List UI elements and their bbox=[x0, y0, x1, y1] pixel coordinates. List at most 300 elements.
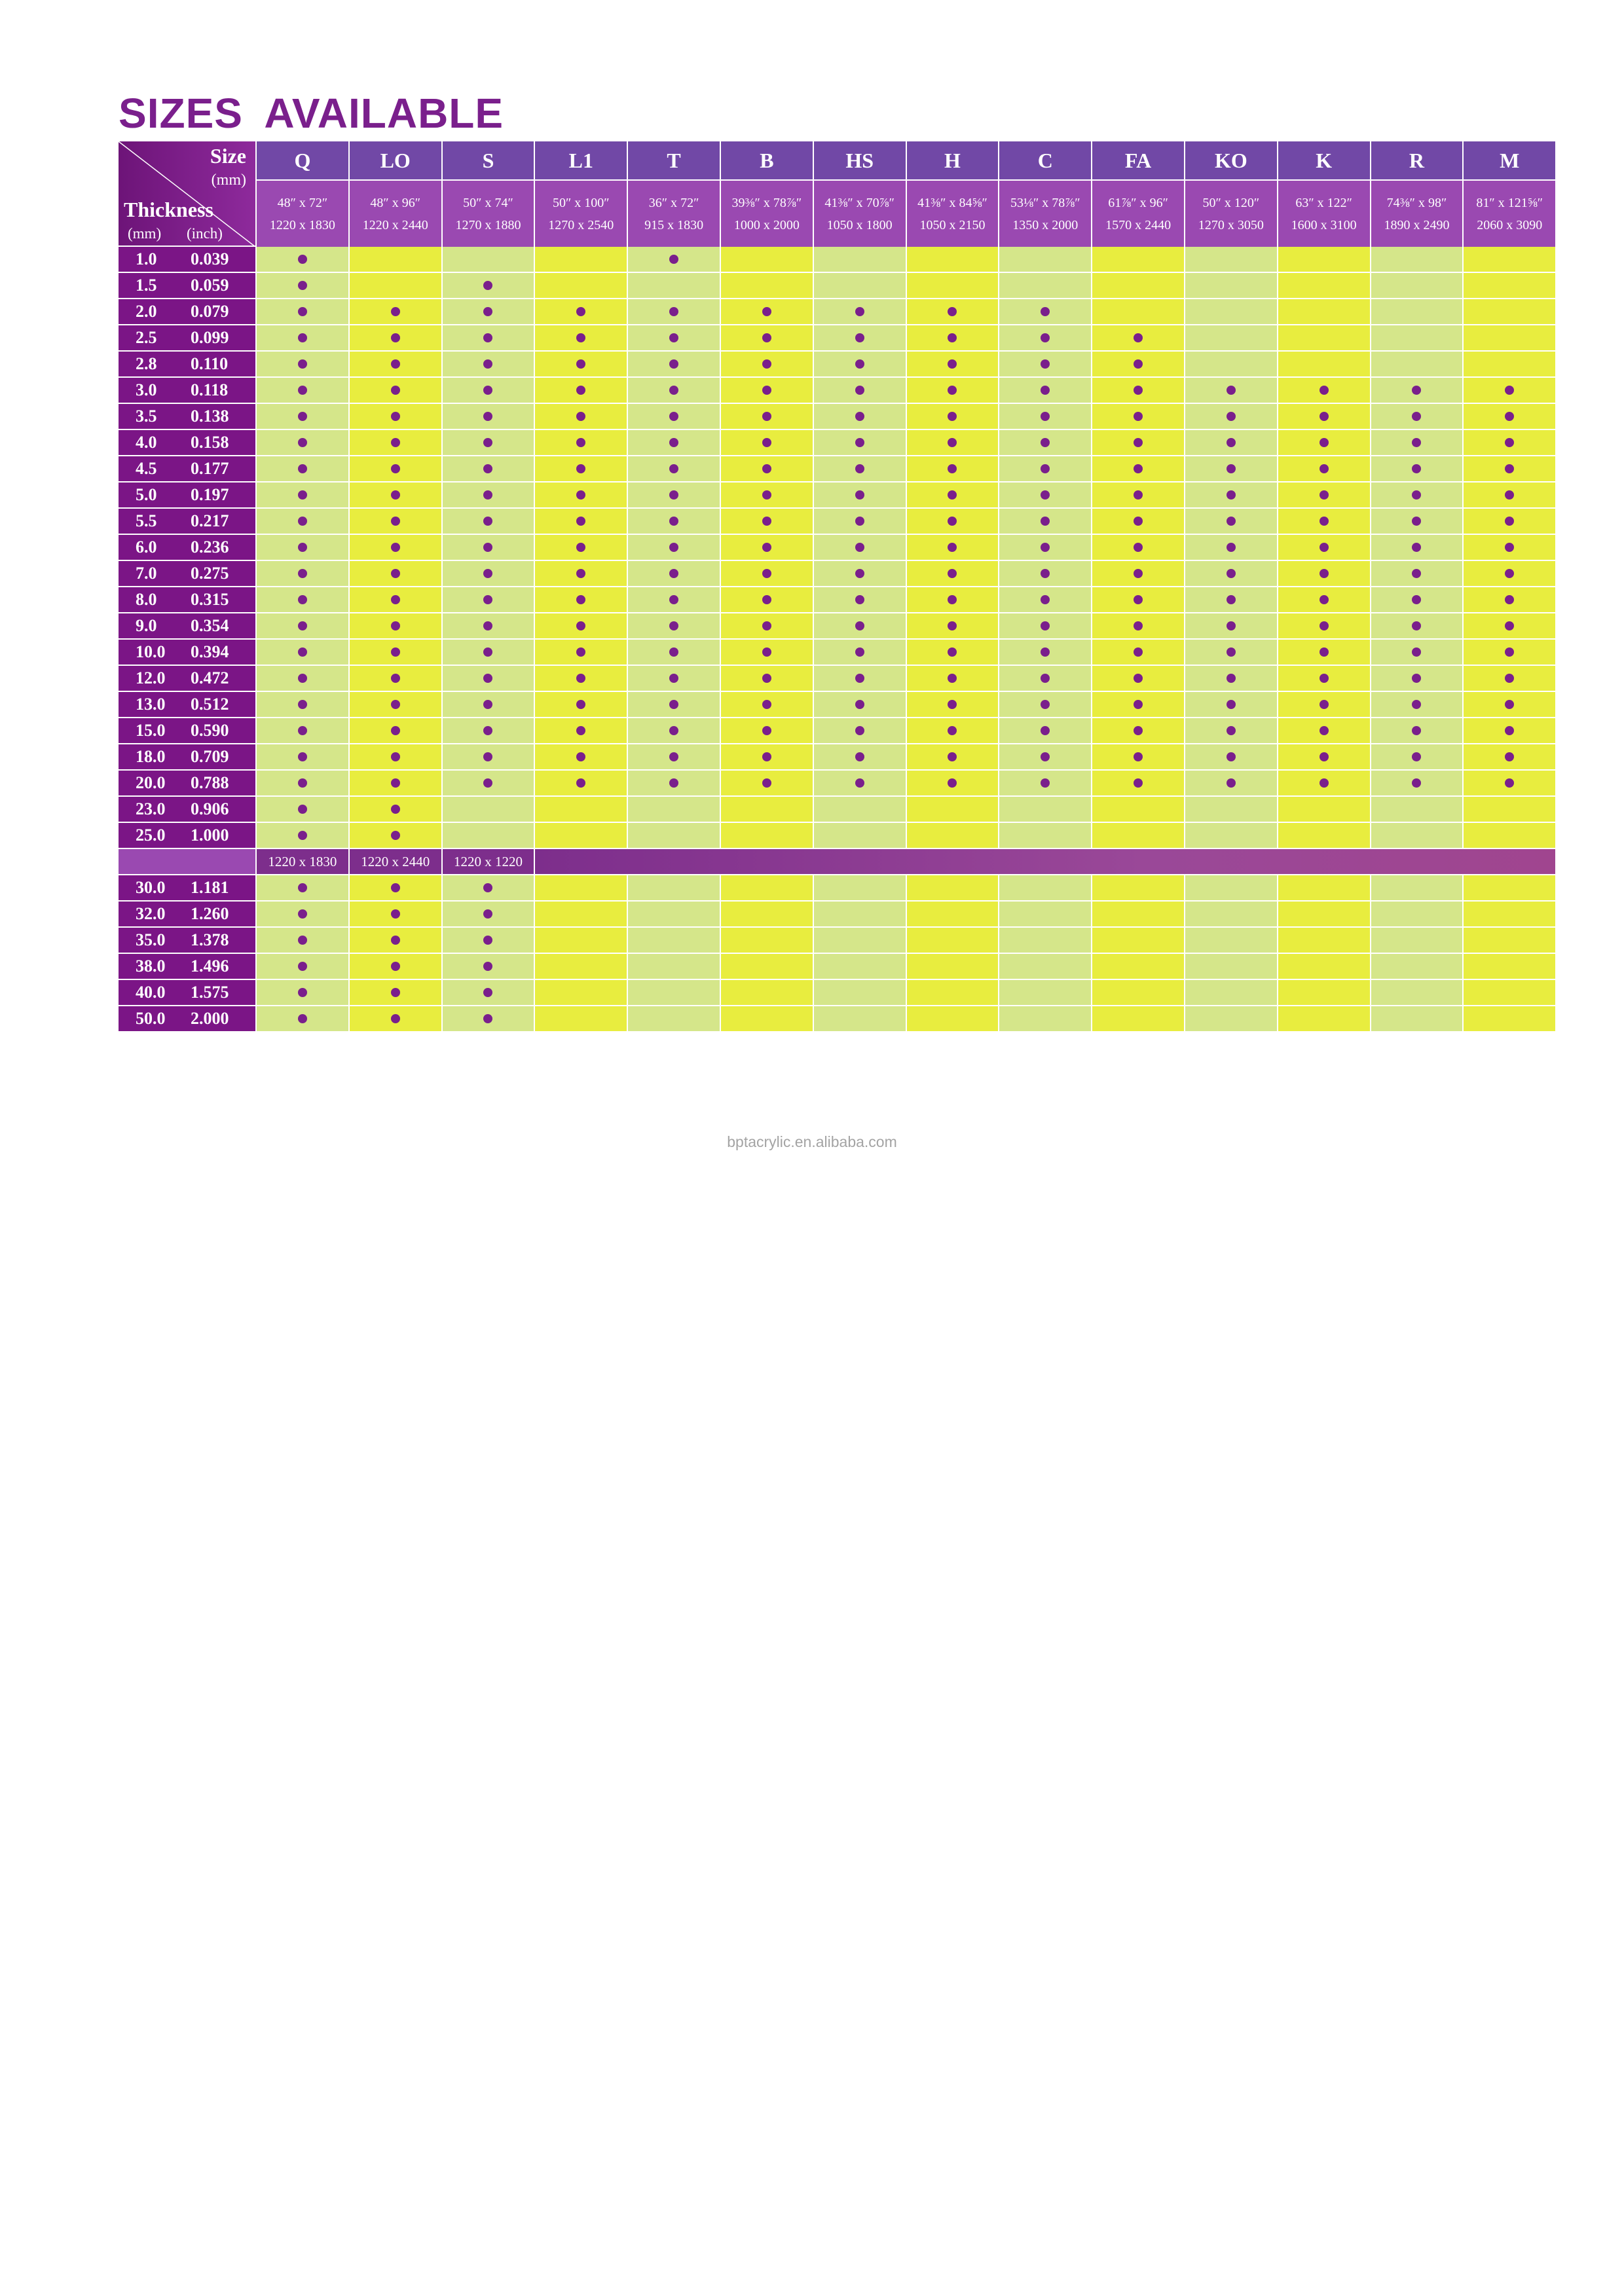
availability-cell bbox=[1464, 692, 1555, 718]
availability-dot bbox=[298, 805, 307, 814]
availability-dot bbox=[391, 909, 400, 919]
availability-dot bbox=[391, 333, 400, 342]
availability-cell bbox=[1185, 273, 1277, 299]
availability-cell bbox=[1278, 535, 1370, 561]
availability-cell bbox=[1278, 352, 1370, 378]
availability-dot bbox=[669, 490, 678, 500]
availability-cell bbox=[1185, 1006, 1277, 1032]
availability-cell bbox=[628, 378, 720, 404]
availability-cell bbox=[443, 928, 534, 954]
thickness-mm: 7.0 bbox=[136, 564, 157, 583]
availability-dot bbox=[855, 359, 864, 369]
thickness-label bbox=[119, 587, 255, 613]
thickness-inch: 0.512 bbox=[191, 695, 229, 714]
availability-cell bbox=[999, 561, 1091, 587]
thickness-mm: 2.8 bbox=[136, 354, 157, 373]
availability-cell bbox=[907, 718, 999, 744]
availability-cell bbox=[257, 797, 348, 823]
availability-dot bbox=[391, 726, 400, 735]
availability-cell bbox=[1464, 823, 1555, 849]
availability-cell bbox=[907, 352, 999, 378]
availability-dot bbox=[576, 752, 585, 761]
availability-dot bbox=[669, 543, 678, 552]
availability-cell bbox=[443, 509, 534, 535]
availability-dot bbox=[1505, 647, 1514, 657]
availability-dot bbox=[948, 569, 957, 578]
availability-cell bbox=[1278, 247, 1370, 273]
availability-dot bbox=[1320, 778, 1329, 788]
availability-dot bbox=[391, 307, 400, 316]
availability-dot bbox=[391, 543, 400, 552]
availability-dot bbox=[1412, 438, 1421, 447]
availability-dot bbox=[391, 1014, 400, 1023]
availability-dot bbox=[762, 307, 771, 316]
availability-dot bbox=[1134, 778, 1143, 788]
availability-cell bbox=[1464, 378, 1555, 404]
availability-dot bbox=[948, 333, 957, 342]
availability-cell bbox=[1092, 299, 1184, 325]
availability-cell bbox=[535, 771, 627, 797]
availability-dot bbox=[576, 569, 585, 578]
availability-cell bbox=[535, 509, 627, 535]
availability-dot bbox=[948, 307, 957, 316]
availability-cell bbox=[907, 299, 999, 325]
availability-cell bbox=[535, 640, 627, 666]
availability-dot bbox=[576, 333, 585, 342]
thickness-inch: 0.158 bbox=[191, 433, 229, 452]
availability-cell bbox=[999, 980, 1091, 1006]
availability-cell bbox=[535, 430, 627, 456]
availability-cell bbox=[350, 404, 441, 430]
thickness-inch: 1.496 bbox=[191, 957, 229, 975]
availability-dot bbox=[576, 674, 585, 683]
availability-dot bbox=[298, 647, 307, 657]
size-heading: Size bbox=[210, 144, 246, 168]
thickness-label bbox=[119, 692, 255, 718]
availability-cell bbox=[1092, 902, 1184, 928]
availability-dot bbox=[298, 569, 307, 578]
availability-cell bbox=[628, 404, 720, 430]
availability-dot bbox=[1134, 569, 1143, 578]
separator-label-cell bbox=[119, 849, 255, 875]
availability-dot bbox=[1134, 647, 1143, 657]
availability-dot bbox=[298, 936, 307, 945]
availability-cell bbox=[1371, 561, 1463, 587]
availability-dot bbox=[1227, 700, 1236, 709]
availability-dot bbox=[1227, 726, 1236, 735]
thickness-inch: 0.354 bbox=[191, 616, 229, 635]
availability-cell bbox=[1371, 325, 1463, 352]
availability-cell bbox=[1278, 875, 1370, 902]
availability-dot bbox=[298, 464, 307, 473]
availability-dot bbox=[298, 281, 307, 290]
availability-dot bbox=[1134, 700, 1143, 709]
availability-dot bbox=[576, 386, 585, 395]
availability-dot bbox=[576, 412, 585, 421]
availability-cell bbox=[350, 823, 441, 849]
thickness-mm-heading: (mm) bbox=[128, 225, 162, 242]
availability-dot bbox=[1227, 752, 1236, 761]
availability-cell bbox=[1185, 823, 1277, 849]
availability-cell bbox=[1092, 404, 1184, 430]
availability-dot bbox=[1041, 438, 1050, 447]
availability-cell bbox=[907, 666, 999, 692]
availability-dot bbox=[1227, 674, 1236, 683]
availability-dot bbox=[1041, 647, 1050, 657]
availability-cell bbox=[907, 430, 999, 456]
availability-cell bbox=[257, 823, 348, 849]
availability-dot bbox=[391, 386, 400, 395]
availability-dot bbox=[1227, 386, 1236, 395]
availability-dot bbox=[762, 647, 771, 657]
availability-dot bbox=[298, 543, 307, 552]
availability-dot bbox=[762, 543, 771, 552]
availability-cell bbox=[1092, 980, 1184, 1006]
availability-cell bbox=[257, 299, 348, 325]
availability-dot bbox=[1041, 569, 1050, 578]
availability-dot bbox=[669, 412, 678, 421]
availability-cell bbox=[999, 771, 1091, 797]
availability-cell bbox=[1371, 247, 1463, 273]
thickness-inch: 0.118 bbox=[191, 380, 229, 399]
dimension-inches: 61⅞″ x 96″ bbox=[1108, 195, 1168, 210]
availability-dot bbox=[1227, 517, 1236, 526]
availability-dot bbox=[948, 412, 957, 421]
thickness-label bbox=[119, 954, 255, 980]
availability-dot bbox=[855, 543, 864, 552]
availability-cell bbox=[1185, 378, 1277, 404]
availability-cell bbox=[1464, 247, 1555, 273]
dimension-mm: 1270 x 1880 bbox=[455, 217, 521, 232]
availability-cell bbox=[1185, 954, 1277, 980]
availability-dot bbox=[391, 700, 400, 709]
availability-cell bbox=[350, 1006, 441, 1032]
availability-dot bbox=[1041, 307, 1050, 316]
availability-dot bbox=[1505, 412, 1514, 421]
thickness-label bbox=[119, 325, 255, 352]
availability-cell bbox=[999, 535, 1091, 561]
table-corner-header bbox=[119, 141, 255, 247]
availability-cell bbox=[1185, 587, 1277, 613]
availability-cell bbox=[721, 404, 813, 430]
availability-cell bbox=[1371, 771, 1463, 797]
availability-cell bbox=[1278, 823, 1370, 849]
thickness-label bbox=[119, 823, 255, 849]
dimension-mm: 1600 x 3100 bbox=[1291, 217, 1357, 232]
availability-cell bbox=[535, 613, 627, 640]
availability-dot bbox=[1505, 595, 1514, 604]
availability-cell bbox=[257, 771, 348, 797]
availability-cell bbox=[443, 352, 534, 378]
availability-dot bbox=[1320, 647, 1329, 657]
availability-dot bbox=[483, 621, 492, 630]
availability-cell bbox=[350, 666, 441, 692]
availability-cell bbox=[350, 692, 441, 718]
availability-cell bbox=[999, 352, 1091, 378]
thickness-mm: 8.0 bbox=[136, 590, 157, 609]
thickness-inch: 0.394 bbox=[191, 642, 229, 661]
availability-cell bbox=[721, 823, 813, 849]
availability-dot bbox=[1041, 543, 1050, 552]
availability-cell bbox=[1278, 928, 1370, 954]
dimension-inches: 53⅛″ x 78⅞″ bbox=[1010, 195, 1080, 210]
availability-cell bbox=[1092, 561, 1184, 587]
thickness-mm: 2.5 bbox=[136, 328, 157, 347]
availability-cell bbox=[443, 430, 534, 456]
availability-dot bbox=[483, 307, 492, 316]
availability-cell bbox=[257, 692, 348, 718]
availability-cell bbox=[628, 875, 720, 902]
availability-dot bbox=[483, 1014, 492, 1023]
footer-url: bptacrylic.en.alibaba.com bbox=[727, 1133, 897, 1150]
availability-cell bbox=[1464, 718, 1555, 744]
availability-cell bbox=[350, 430, 441, 456]
availability-dot bbox=[1041, 490, 1050, 500]
availability-cell bbox=[1185, 666, 1277, 692]
availability-cell bbox=[628, 1006, 720, 1032]
availability-dot bbox=[1227, 412, 1236, 421]
availability-dot bbox=[762, 333, 771, 342]
thickness-label bbox=[119, 744, 255, 771]
availability-dot bbox=[762, 569, 771, 578]
column-dimensions-l1 bbox=[535, 181, 627, 247]
availability-dot bbox=[762, 490, 771, 500]
availability-dot bbox=[1134, 464, 1143, 473]
availability-dot bbox=[1505, 778, 1514, 788]
availability-cell bbox=[814, 875, 906, 902]
availability-cell bbox=[721, 771, 813, 797]
availability-dot bbox=[1505, 490, 1514, 500]
availability-cell bbox=[535, 666, 627, 692]
availability-cell bbox=[1278, 1006, 1370, 1032]
availability-cell bbox=[907, 378, 999, 404]
availability-dot bbox=[1505, 517, 1514, 526]
availability-cell bbox=[999, 483, 1091, 509]
availability-cell bbox=[443, 561, 534, 587]
thickness-inch: 0.709 bbox=[191, 747, 229, 766]
availability-cell bbox=[1185, 797, 1277, 823]
availability-cell bbox=[535, 561, 627, 587]
availability-cell bbox=[1464, 587, 1555, 613]
availability-cell bbox=[1092, 247, 1184, 273]
availability-cell bbox=[257, 928, 348, 954]
dimension-inches: 74⅜″ x 98″ bbox=[1386, 195, 1447, 210]
thickness-inch: 1.260 bbox=[191, 904, 229, 923]
availability-dot bbox=[669, 464, 678, 473]
availability-cell bbox=[1464, 456, 1555, 483]
availability-dot bbox=[1134, 726, 1143, 735]
availability-cell bbox=[1185, 613, 1277, 640]
availability-cell bbox=[721, 483, 813, 509]
thickness-label bbox=[119, 561, 255, 587]
separator-band bbox=[535, 849, 1555, 875]
availability-dot bbox=[1320, 490, 1329, 500]
availability-cell bbox=[1092, 875, 1184, 902]
availability-cell bbox=[1371, 980, 1463, 1006]
thickness-label bbox=[119, 509, 255, 535]
availability-dot bbox=[855, 647, 864, 657]
availability-dot bbox=[576, 647, 585, 657]
thickness-mm: 4.5 bbox=[136, 459, 157, 478]
availability-cell bbox=[350, 325, 441, 352]
availability-cell bbox=[1185, 692, 1277, 718]
availability-cell bbox=[1092, 954, 1184, 980]
availability-dot bbox=[391, 595, 400, 604]
availability-dot bbox=[1134, 490, 1143, 500]
availability-cell bbox=[257, 666, 348, 692]
availability-cell bbox=[814, 954, 906, 980]
availability-cell bbox=[257, 902, 348, 928]
availability-cell bbox=[1278, 587, 1370, 613]
availability-cell bbox=[1464, 875, 1555, 902]
availability-cell bbox=[1092, 325, 1184, 352]
availability-dot bbox=[391, 883, 400, 892]
thickness-mm: 30.0 bbox=[136, 878, 166, 897]
availability-cell bbox=[535, 587, 627, 613]
availability-dot bbox=[948, 464, 957, 473]
availability-dot bbox=[762, 595, 771, 604]
availability-cell bbox=[257, 587, 348, 613]
availability-cell bbox=[999, 823, 1091, 849]
availability-cell bbox=[1278, 666, 1370, 692]
thickness-label bbox=[119, 666, 255, 692]
availability-cell bbox=[443, 587, 534, 613]
availability-cell bbox=[350, 744, 441, 771]
availability-cell bbox=[535, 325, 627, 352]
thickness-inch: 0.906 bbox=[191, 799, 229, 818]
availability-cell bbox=[1278, 273, 1370, 299]
availability-cell bbox=[814, 535, 906, 561]
availability-cell bbox=[1092, 823, 1184, 849]
availability-dot bbox=[1041, 412, 1050, 421]
availability-cell bbox=[257, 1006, 348, 1032]
availability-cell bbox=[535, 797, 627, 823]
availability-cell bbox=[814, 902, 906, 928]
availability-cell bbox=[1185, 561, 1277, 587]
availability-dot bbox=[1412, 752, 1421, 761]
availability-dot bbox=[855, 412, 864, 421]
availability-cell bbox=[999, 430, 1091, 456]
availability-cell bbox=[1464, 1006, 1555, 1032]
thickness-label bbox=[119, 875, 255, 902]
availability-cell bbox=[721, 587, 813, 613]
thickness-label bbox=[119, 718, 255, 744]
availability-cell bbox=[1185, 352, 1277, 378]
availability-dot bbox=[1134, 386, 1143, 395]
availability-cell bbox=[628, 640, 720, 666]
availability-dot bbox=[298, 831, 307, 840]
availability-cell bbox=[350, 247, 441, 273]
availability-cell bbox=[1464, 640, 1555, 666]
availability-dot bbox=[483, 674, 492, 683]
dimension-mm: 1350 x 2000 bbox=[1012, 217, 1079, 232]
availability-dot bbox=[948, 647, 957, 657]
availability-dot bbox=[669, 752, 678, 761]
thickness-mm: 40.0 bbox=[136, 983, 166, 1002]
availability-cell bbox=[1278, 430, 1370, 456]
availability-cell bbox=[1278, 797, 1370, 823]
availability-dot bbox=[576, 700, 585, 709]
dimension-inches: 48″ x 96″ bbox=[370, 195, 421, 210]
availability-cell bbox=[907, 561, 999, 587]
availability-cell bbox=[907, 954, 999, 980]
availability-dot bbox=[298, 359, 307, 369]
availability-cell bbox=[350, 718, 441, 744]
availability-dot bbox=[1227, 621, 1236, 630]
availability-dot bbox=[1227, 595, 1236, 604]
column-code-q: Q bbox=[257, 141, 348, 181]
availability-dot bbox=[1134, 543, 1143, 552]
availability-cell bbox=[1185, 640, 1277, 666]
availability-cell bbox=[999, 666, 1091, 692]
availability-dot bbox=[483, 412, 492, 421]
availability-dot bbox=[762, 778, 771, 788]
availability-cell bbox=[814, 483, 906, 509]
availability-dot bbox=[1505, 386, 1514, 395]
availability-cell bbox=[907, 744, 999, 771]
availability-cell bbox=[443, 535, 534, 561]
availability-cell bbox=[257, 273, 348, 299]
availability-dot bbox=[576, 490, 585, 500]
availability-cell bbox=[1371, 535, 1463, 561]
availability-cell bbox=[814, 509, 906, 535]
thickness-mm: 5.0 bbox=[136, 485, 157, 504]
availability-cell bbox=[814, 771, 906, 797]
availability-dot bbox=[1320, 569, 1329, 578]
column-code-h: H bbox=[907, 141, 999, 181]
availability-dot bbox=[576, 778, 585, 788]
thickness-inch: 0.472 bbox=[191, 668, 229, 687]
availability-dot bbox=[483, 386, 492, 395]
availability-dot bbox=[1041, 778, 1050, 788]
dimension-inches: 41⅜″ x 70⅞″ bbox=[824, 195, 895, 210]
availability-cell bbox=[907, 771, 999, 797]
availability-cell bbox=[1092, 1006, 1184, 1032]
availability-cell bbox=[1092, 535, 1184, 561]
availability-dot bbox=[298, 778, 307, 788]
availability-cell bbox=[1464, 613, 1555, 640]
availability-cell bbox=[350, 273, 441, 299]
availability-dot bbox=[483, 647, 492, 657]
availability-cell bbox=[628, 430, 720, 456]
thickness-inch: 0.788 bbox=[191, 773, 229, 792]
availability-cell bbox=[350, 299, 441, 325]
availability-cell bbox=[628, 980, 720, 1006]
availability-cell bbox=[1092, 640, 1184, 666]
dimension-inches: 39⅜″ x 78⅞″ bbox=[731, 195, 802, 210]
availability-dot bbox=[576, 307, 585, 316]
thickness-label bbox=[119, 980, 255, 1006]
availability-cell bbox=[535, 954, 627, 980]
availability-cell bbox=[907, 404, 999, 430]
availability-cell bbox=[814, 823, 906, 849]
availability-cell bbox=[628, 587, 720, 613]
availability-cell bbox=[535, 483, 627, 509]
availability-cell bbox=[1278, 692, 1370, 718]
thickness-mm: 3.0 bbox=[136, 380, 157, 399]
availability-dot bbox=[1505, 700, 1514, 709]
availability-cell bbox=[628, 718, 720, 744]
column-code-c: C bbox=[999, 141, 1091, 181]
availability-cell bbox=[1371, 378, 1463, 404]
thickness-mm: 3.5 bbox=[136, 407, 157, 426]
thickness-inch: 0.275 bbox=[191, 564, 229, 583]
availability-cell bbox=[999, 509, 1091, 535]
availability-cell bbox=[443, 692, 534, 718]
availability-cell bbox=[1185, 875, 1277, 902]
availability-dot bbox=[1134, 412, 1143, 421]
column-code-m: M bbox=[1464, 141, 1555, 181]
